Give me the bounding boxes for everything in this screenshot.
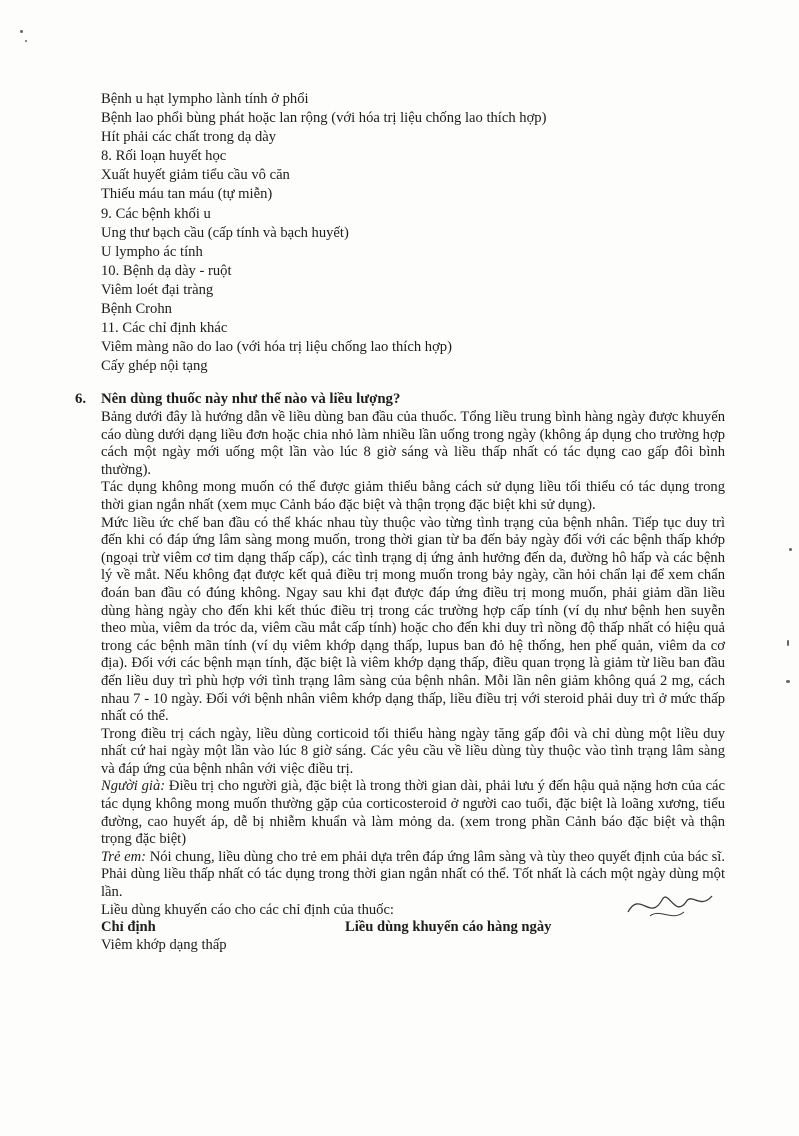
list-item: Xuất huyết giảm tiểu cầu vô căn (101, 167, 290, 184)
table-intro: Liều dùng khuyến cáo cho các chỉ định của thuốc: (101, 901, 394, 918)
paragraph: Trong điều trị cách ngày, liều dùng corticoid tối thiểu hàng ngày tăng gấp đôi và chỉ dùng một liều duy nhất cứ hai ngày một lần vào lúc 8 giờ sáng. Các yêu cầu về liều dùng tùy thuộc vào tình trạng lâm sàng và đáp ứng của bệnh nhân với việc điều trị. (101, 725, 725, 777)
paragraph: Bảng dưới đây là hướng dẫn về liều dùng ban đầu của thuốc. Tổng liều trung bình hàng ngày được khuyến cáo dùng dưới dạng liều đơn hoặc chia nhỏ làm nhiều lần uống trong ngày (không áp dụng cho trường hợp cách một ngày mới uống một lần vào lúc 8 giờ sáng và liều thấp nhất có tác dụng cao gấp đôi bình thường). (101, 409, 725, 478)
scan-speck (789, 548, 792, 551)
elderly-label: Người già: (101, 778, 166, 795)
table-row: Viêm khớp dạng thấp (101, 936, 227, 953)
section-heading (75, 390, 725, 409)
scan-speck (787, 640, 789, 646)
signature-mark (620, 882, 720, 924)
children-text: Nói chung, liều dùng cho trẻ em phải dựa trên đáp ứng lâm sàng và tùy theo quyết định của bác sĩ. Phải dùng liều thấp nhất có tác dụng trong thời gian ngắn nhất có thể. Tốt nhất là cách một ngày dùng một lần. (101, 848, 726, 901)
list-item: Bệnh Crohn (101, 301, 172, 318)
list-item: Bệnh u hạt lympho lành tính ở phổi (101, 91, 309, 107)
scan-speck (25, 40, 27, 42)
list-item: Bệnh lao phổi bùng phát hoặc lan rộng (với hóa trị liệu chống lao thích hợp) (101, 110, 547, 127)
elderly-paragraph (101, 778, 725, 848)
list-item: U lympho ác tính (101, 243, 203, 260)
paragraph: Mức liều ức chế ban đầu có thể khác nhau tùy thuộc vào từng tình trạng của bệnh nhân. Tiếp tục duy trì đến khi có đáp ứng lâm sàng mong muốn, trong thời gian từ ba đến bảy ngày đối với các bệnh thấp khớp (ngoại trừ viêm cơ tim dạng thấp cấp), các tình trạng dị ứng ảnh hưởng đến da, đường hô hấp và các bệnh lý về mắt. Nếu không đạt được kết quả điều trị mong muốn trong bảy ngày, cần hỏi chẩn lại để xem chẩn đoán ban đầu có đúng không. Ngay sau khi đạt được đáp ứng điều trị mong muốn, phải giảm dần liều dùng hàng ngày cho đến khi kết thúc điều trị trong các trường hợp cấp tính (ví dụ như bệnh hen suyễn theo mùa, viêm da tróc da, viêm cầu mắt cấp tính) hoặc cho đến khi duy trì nồng độ thấp nhất có hiệu quả trong các bệnh mãn tính (ví dụ viêm khớp dạng thấp, lupus ban đỏ hệ thống, hen phế quản, viêm da cơ địa). Đối với các bệnh mạn tính, đặc biệt là viêm khớp dạng thấp, điều quan trọng là giảm từ liều ban đầu đến liều duy trì phù hợp với tình trạng lâm sàng của bệnh nhân. Mỗi lần nên giảm không quá 2 mg, cách nhau 7 - 10 ngày. Đối với bệnh nhân viêm khớp dạng thấp, liều điều trị với steroid phải duy trì ở mức thấp nhất có thể. (101, 514, 725, 725)
list-item: Thiếu máu tan máu (tự miễn) (101, 186, 273, 203)
children-label: Trẻ em: (101, 848, 147, 865)
list-item: Ung thư bạch cầu (cấp tính và bạch huyết) (101, 224, 349, 241)
dosage-section (75, 390, 725, 954)
scan-speck (786, 680, 790, 683)
list-item: Viêm loét đại tràng (101, 281, 214, 298)
list-heading: 8. Rối loạn huyết học (101, 148, 227, 165)
list-heading: 11. Các chỉ định khác (101, 320, 228, 337)
section-body (101, 409, 725, 954)
list-item: Cấy ghép nội tạng (101, 358, 208, 375)
table-col-dose: Liều dùng khuyến cáo hàng ngày (345, 919, 552, 936)
scan-speck (20, 30, 23, 33)
section-number: 6. (75, 391, 87, 407)
indication-list (101, 90, 741, 376)
table-col-indication: Chỉ định (101, 919, 156, 936)
paragraph: Tác dụng không mong muốn có thể được giảm thiểu bằng cách sử dụng liều tối thiểu có tác dụng trong thời gian ngắn nhất (xem mục Cảnh báo đặc biệt và thận trọng đặc biệt khi sử dụng). (101, 479, 725, 513)
list-heading: 10. Bệnh dạ dày - ruột (101, 262, 232, 279)
list-item: Viêm màng não do lao (với hóa trị liệu chống lao thích hợp) (101, 339, 452, 356)
list-item: Hít phải các chất trong dạ dày (101, 129, 277, 146)
list-heading: 9. Các bệnh khối u (101, 205, 211, 222)
section-title: Nên dùng thuốc này như thế nào và liều lượng? (101, 391, 401, 407)
elderly-text: Điều trị cho người già, đặc biệt là trong thời gian dài, phải lưu ý đến hậu quả nặng hơn của các tác dụng không mong muốn thường gặp của corticosteroid ở người cao tuổi, đặc biệt là loãng xương, tiểu đường, cao huyết áp, dễ bị nhiễm khuẩn và làm mỏng da. (xem trong phần Cảnh báo đặc biệt và thận trọng đặc biệt) (101, 778, 726, 848)
